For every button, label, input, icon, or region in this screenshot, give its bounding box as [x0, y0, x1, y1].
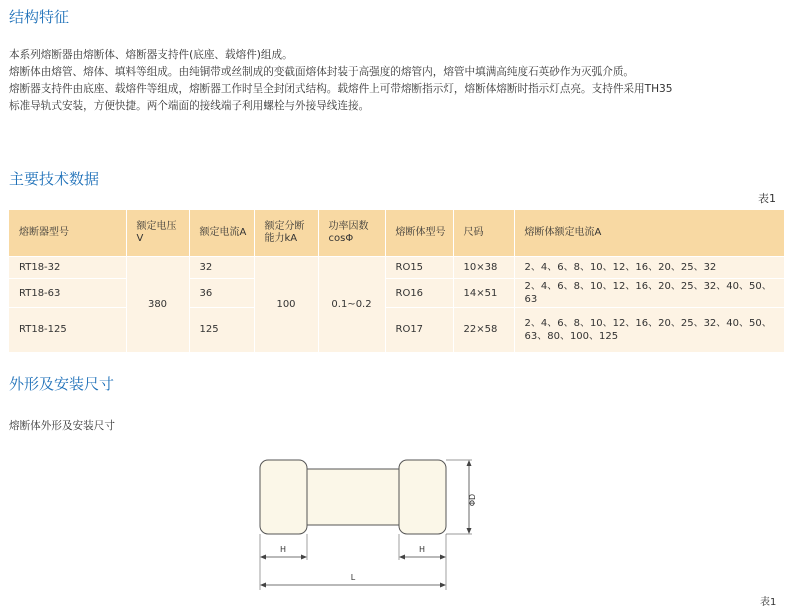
cell-pf: 0.1~0.2 [318, 257, 385, 352]
cell-fuse-current: 2、4、6、8、10、12、16、20、25、32、40、50、63、80、100、125 [514, 308, 784, 352]
cell-current: 32 [189, 257, 254, 279]
dimensions-subtitle: 熔断体外形及安装尺寸 [9, 420, 115, 432]
cell-size: 22×58 [453, 308, 514, 352]
cell-current: 36 [189, 279, 254, 308]
table-number-label: 表1 [758, 192, 776, 205]
left-end-cap [260, 460, 307, 534]
structure-paragraph: 熔断器支持件由底座、载熔件等组成，熔断器工作时呈全封闭式结构。载熔件上可带熔断指示灯，熔断体熔断时指示灯点亮。支持件采用TH35 [9, 83, 673, 95]
header-pf: 功率因数cosΦ [318, 210, 385, 257]
table-row [9, 257, 784, 279]
h-label-left: H [279, 545, 287, 554]
header-current: 额定电流A [189, 210, 254, 257]
cell-model: RT18-32 [9, 257, 126, 279]
cell-fuse-model: RO16 [385, 279, 453, 308]
arrowhead [467, 528, 472, 534]
structure-paragraph: 标准导轨式安装，方便快捷。两个端面的接线端子利用螺栓与外接导线连接。 [9, 100, 370, 112]
fuse-tube [303, 469, 403, 525]
section-title-tech: 主要技术数据 [9, 170, 100, 188]
table-header-row [9, 210, 784, 257]
header-fuse-model: 熔断体型号 [385, 210, 453, 257]
right-end-cap [399, 460, 446, 534]
structure-text [9, 47, 784, 115]
header-size: 尺码 [453, 210, 514, 257]
cell-size: 10×38 [453, 257, 514, 279]
cell-model: RT18-63 [9, 279, 126, 308]
structure-paragraph: 本系列熔断器由熔断体、熔断器支持件(底座、载熔件)组成。 [9, 49, 293, 61]
fuse-drawing-svg [240, 455, 500, 595]
diameter-label: ΦD [468, 493, 477, 507]
cell-breaking: 100 [254, 257, 318, 352]
header-breaking: 额定分断能力kA [254, 210, 318, 257]
section-title-dimensions: 外形及安装尺寸 [9, 375, 115, 393]
arrowhead [440, 583, 446, 588]
fuse-dimension-drawing [240, 455, 500, 599]
h-label-right: H [418, 545, 426, 554]
cell-voltage: 380 [126, 257, 189, 352]
arrowhead [440, 555, 446, 560]
cell-size: 14×51 [453, 279, 514, 308]
header-voltage: 额定电压V [126, 210, 189, 257]
tech-data-table [9, 210, 784, 352]
arrowhead [399, 555, 405, 560]
cell-fuse-model: RO15 [385, 257, 453, 279]
header-fuse-current: 熔断体额定电流A [514, 210, 784, 257]
structure-paragraph: 熔断体由熔管、熔体、填料等组成。由纯铜带或丝制成的变截面熔体封装于高强度的熔管内，熔管中填满高纯度石英砂作为灭弧介质。 [9, 66, 635, 78]
arrowhead [467, 460, 472, 466]
cell-current: 125 [189, 308, 254, 352]
arrowhead [260, 583, 266, 588]
next-table-label-fragment: 表1 [760, 597, 777, 608]
table-row [9, 308, 784, 352]
section-title-structure: 结构特征 [9, 8, 70, 26]
arrowhead [260, 555, 266, 560]
cell-fuse-current: 2、4、6、8、10、12、16、20、25、32 [514, 257, 784, 279]
header-model: 熔断器型号 [9, 210, 126, 257]
arrowhead [301, 555, 307, 560]
cell-fuse-current: 2、4、6、8、10、12、16、20、25、32、40、50、63 [514, 279, 784, 308]
table-row [9, 279, 784, 308]
l-label: L [350, 573, 356, 582]
cell-fuse-model: RO17 [385, 308, 453, 352]
cell-model: RT18-125 [9, 308, 126, 352]
